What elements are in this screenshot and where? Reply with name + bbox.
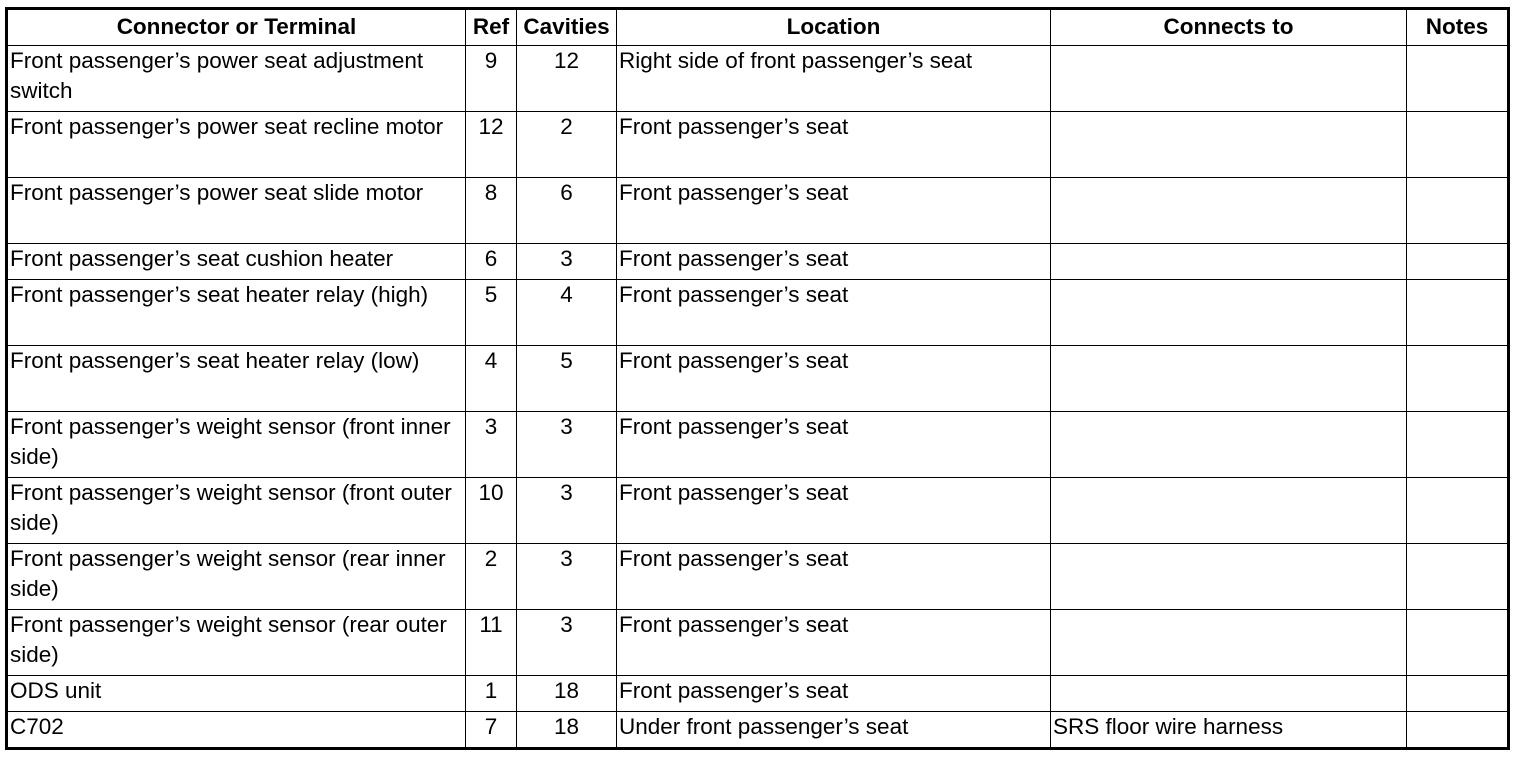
header-notes: Notes [1407, 9, 1509, 46]
cell-ref: 5 [466, 280, 517, 346]
cell-location: Front passenger’s seat [617, 112, 1051, 178]
header-cavities: Cavities [517, 9, 617, 46]
cell-connector: Front passenger’s weight sensor (front outer side) [7, 478, 466, 544]
table-row [7, 346, 1509, 412]
table-row [7, 280, 1509, 346]
cell-cavities: 5 [517, 346, 617, 412]
table-row [7, 610, 1509, 676]
cell-cavities: 3 [517, 544, 617, 610]
cell-location: Front passenger’s seat [617, 280, 1051, 346]
cell-cavities: 12 [517, 46, 617, 112]
table-row [7, 676, 1509, 712]
cell-connects-to [1051, 478, 1407, 544]
table-row [7, 112, 1509, 178]
table-header-row [7, 9, 1509, 46]
table-row [7, 412, 1509, 478]
cell-connects-to [1051, 280, 1407, 346]
cell-cavities: 3 [517, 244, 617, 280]
table-row [7, 478, 1509, 544]
cell-connects-to [1051, 244, 1407, 280]
cell-connector: Front passenger’s power seat slide motor [7, 178, 466, 244]
cell-connector: ODS unit [7, 676, 466, 712]
cell-notes [1407, 46, 1509, 112]
cell-connects-to [1051, 610, 1407, 676]
header-connects-to: Connects to [1051, 9, 1407, 46]
cell-location: Front passenger’s seat [617, 244, 1051, 280]
cell-connector: Front passenger’s power seat recline motor [7, 112, 466, 178]
cell-notes [1407, 676, 1509, 712]
cell-cavities: 4 [517, 280, 617, 346]
cell-connects-to [1051, 544, 1407, 610]
table-row [7, 46, 1509, 112]
table-row [7, 244, 1509, 280]
cell-notes [1407, 478, 1509, 544]
cell-notes [1407, 178, 1509, 244]
cell-connector: Front passenger’s weight sensor (front inner side) [7, 412, 466, 478]
cell-ref: 4 [466, 346, 517, 412]
header-location: Location [617, 9, 1051, 46]
cell-notes [1407, 712, 1509, 749]
cell-connector: Front passenger’s seat cushion heater [7, 244, 466, 280]
cell-ref: 6 [466, 244, 517, 280]
table-row [7, 712, 1509, 749]
cell-ref: 10 [466, 478, 517, 544]
cell-cavities: 3 [517, 478, 617, 544]
cell-connects-to [1051, 178, 1407, 244]
cell-notes [1407, 412, 1509, 478]
connector-table [5, 7, 1510, 750]
cell-ref: 7 [466, 712, 517, 749]
table-row [7, 178, 1509, 244]
cell-ref: 3 [466, 412, 517, 478]
cell-connector: Front passenger’s weight sensor (rear outer side) [7, 610, 466, 676]
cell-ref: 2 [466, 544, 517, 610]
cell-notes [1407, 610, 1509, 676]
cell-ref: 8 [466, 178, 517, 244]
cell-ref: 12 [466, 112, 517, 178]
cell-notes [1407, 112, 1509, 178]
cell-ref: 1 [466, 676, 517, 712]
cell-cavities: 18 [517, 712, 617, 749]
cell-ref: 11 [466, 610, 517, 676]
cell-connects-to [1051, 112, 1407, 178]
cell-connects-to [1051, 676, 1407, 712]
cell-connects-to: SRS floor wire harness [1051, 712, 1407, 749]
cell-cavities: 3 [517, 610, 617, 676]
cell-cavities: 3 [517, 412, 617, 478]
header-connector: Connector or Terminal [7, 9, 466, 46]
cell-location: Front passenger’s seat [617, 178, 1051, 244]
cell-location: Front passenger’s seat [617, 610, 1051, 676]
cell-location: Under front passenger’s seat [617, 712, 1051, 749]
cell-connects-to [1051, 346, 1407, 412]
cell-connector: Front passenger’s power seat adjustment switch [7, 46, 466, 112]
cell-notes [1407, 244, 1509, 280]
cell-notes [1407, 280, 1509, 346]
table-row [7, 544, 1509, 610]
cell-connector: Front passenger’s seat heater relay (high) [7, 280, 466, 346]
cell-location: Front passenger’s seat [617, 478, 1051, 544]
cell-location: Front passenger’s seat [617, 544, 1051, 610]
cell-cavities: 2 [517, 112, 617, 178]
cell-connector: C702 [7, 712, 466, 749]
cell-cavities: 6 [517, 178, 617, 244]
header-ref: Ref [466, 9, 517, 46]
cell-connector: Front passenger’s seat heater relay (low) [7, 346, 466, 412]
cell-notes [1407, 544, 1509, 610]
cell-cavities: 18 [517, 676, 617, 712]
cell-ref: 9 [466, 46, 517, 112]
cell-location: Front passenger’s seat [617, 346, 1051, 412]
cell-notes [1407, 346, 1509, 412]
cell-location: Front passenger’s seat [617, 412, 1051, 478]
cell-connector: Front passenger’s weight sensor (rear inner side) [7, 544, 466, 610]
cell-connects-to [1051, 46, 1407, 112]
cell-location: Right side of front passenger’s seat [617, 46, 1051, 112]
cell-connects-to [1051, 412, 1407, 478]
cell-location: Front passenger’s seat [617, 676, 1051, 712]
